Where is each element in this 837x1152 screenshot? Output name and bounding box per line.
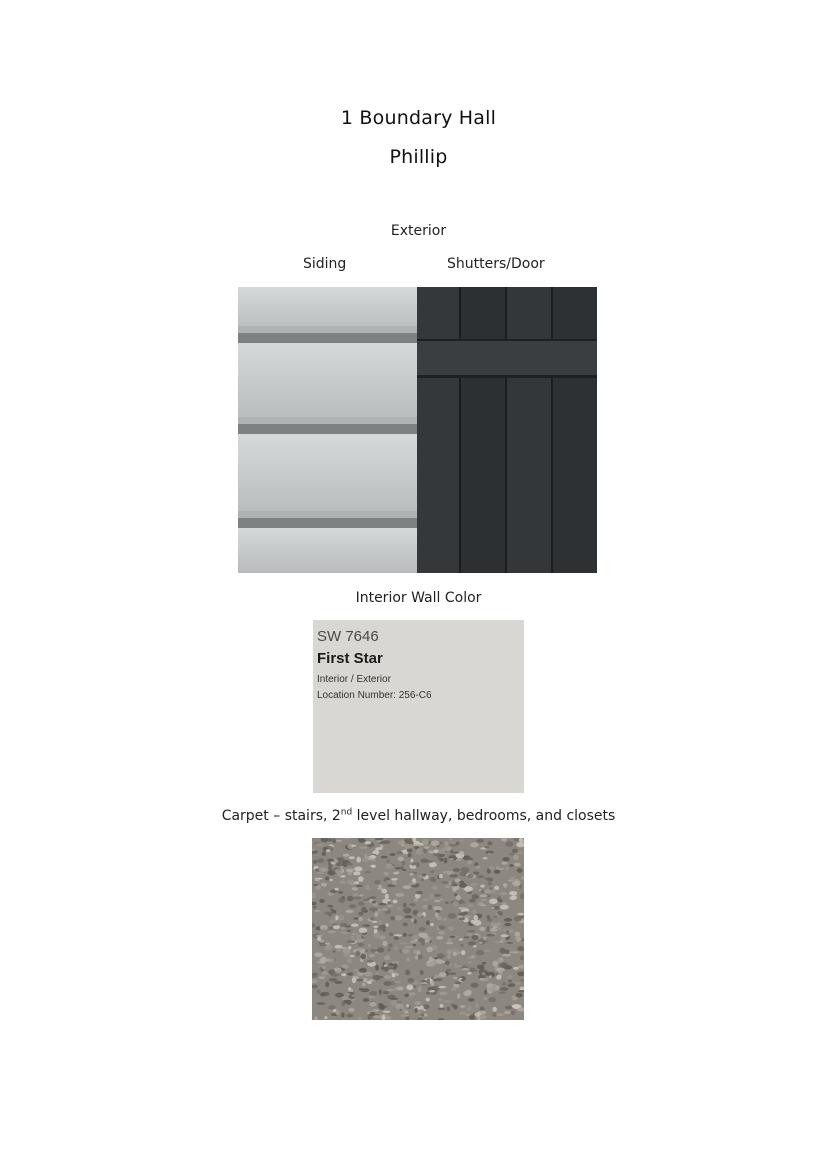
- paint-code: SW 7646: [317, 628, 379, 645]
- carpet-caption-sup: nd: [340, 807, 353, 818]
- siding-texture: [238, 287, 417, 573]
- address-title: 1 Boundary Hall: [340, 107, 497, 129]
- carpet-swatch: [312, 838, 524, 1020]
- carpet-caption-prefix: Carpet – stairs, 2: [221, 808, 341, 824]
- shutters-texture: [417, 287, 597, 573]
- paint-name: First Star: [317, 650, 383, 667]
- paint-card: [313, 620, 524, 793]
- shutters-swatch: [417, 287, 597, 573]
- siding-label: Siding: [303, 256, 347, 272]
- carpet-texture: [312, 838, 524, 1020]
- paint-use: Interior / Exterior: [317, 674, 391, 685]
- model-title: Phillip: [389, 146, 448, 168]
- carpet-caption-suffix: level hallway, bedrooms, and closets: [352, 808, 616, 824]
- paint-location: Location Number: 256-C6: [317, 690, 432, 701]
- exterior-heading: Exterior: [390, 223, 447, 239]
- interior-heading: Interior Wall Color: [355, 590, 482, 606]
- shutters-label: Shutters/Door: [447, 256, 545, 272]
- siding-swatch: [238, 287, 417, 573]
- carpet-caption: [0, 808, 837, 824]
